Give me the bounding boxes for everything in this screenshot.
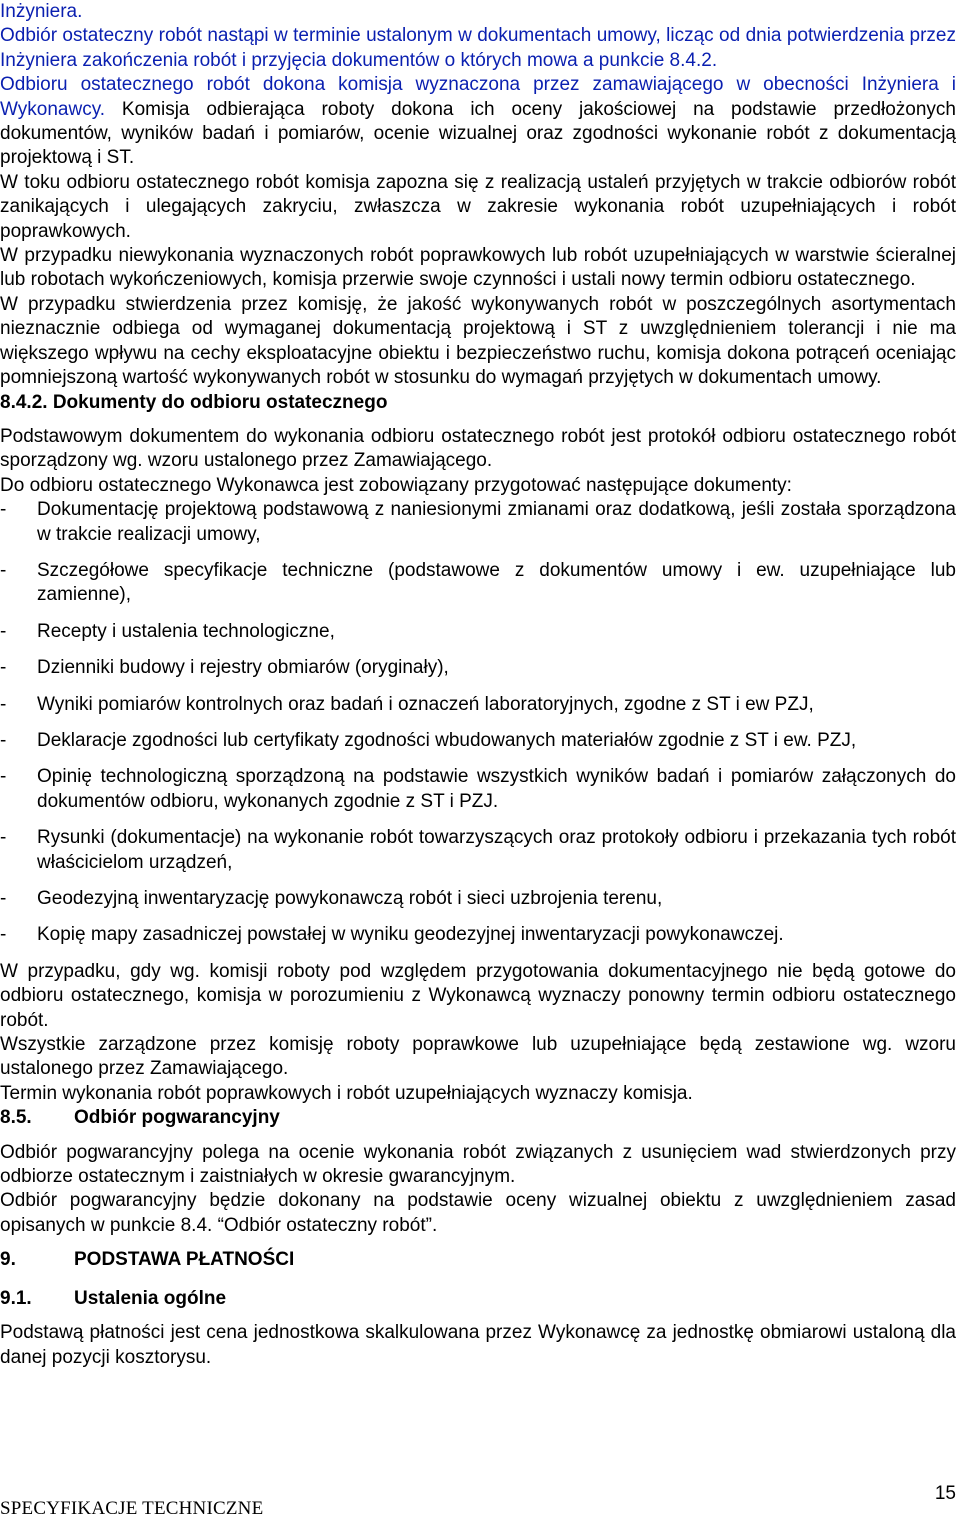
heading-8-4-2: 8.4.2. Dokumenty do odbioru ostatecznego (0, 391, 388, 413)
paragraph-pogwarancyjny-2: Odbiór pogwarancyjny będzie dokonany na podstawie oceny wizualnej obiektu z uwzględnieniem zasad opisanych w punkcie 8.4. “Odbiór ostateczny robót”. (0, 1190, 956, 1236)
paragraph-komisja (0, 73, 956, 171)
paragraph-w-toku: W toku odbioru ostatecznego robót komisja zapozna się z realizacją ustaleń przyjętych w trakcie odbiorów robót zanikających i ulegających zakryciu, zwłaszcza w zakresie wykonania robót uzupełniających i robót poprawkowych. (0, 171, 956, 242)
paragraph-stwierdzenia: W przypadku stwierdzenia przez komisję, że jakość wykonywanych robót w poszczególnych asortymentach nieznacznie odbiega od wymaganej dokumentacją projektową i ST z uwzględnieniem tolerancji i nie ma większego wpływu na cechy eksploatacyjne obiektu i bezpieczeństwo ruchu, komisja dokona potrąceń oceniając pomniejszoną wartość wykonywanych robót w stosunku do wymagań przyjętych w dokumentach umowy. (0, 293, 956, 389)
list-item: - Dokumentację projektową podstawową z naniesionymi zmianami oraz dodatkową, jeśli została sporządzona w trakcie realizacji umowy, (0, 499, 956, 545)
list-item: - Recepty i ustalenia technologiczne, (0, 620, 335, 642)
paragraph-niewykonania: W przypadku niewykonania wyznaczonych robót poprawkowych lub robót uzupełniających w warstwie ścieralnej lub robotach wykończeniowych, komisja przerwie swoje czynności i ustali nowy termin odbioru ostatecznego. (0, 245, 956, 291)
list-item: - Opinię technologiczną sporządzoną na podstawie wszystkich wyników badań i pomiarów załączonych do dokumentów odbioru, wykonanych zgodnie z ST i PZJ. (0, 766, 956, 812)
blue-highlighted-block (0, 0, 956, 73)
paragraph-komisja-blue: Odbioru ostatecznego robót dokona komisja wyznaczona przez zamawiającego w obecności Inżyniera i Wykonawcy. (0, 74, 956, 120)
paragraph-komisja-black: Komisja odbierająca roboty dokona ich oceny jakościowej na podstawie przedłożonych dokumentów, wyników badań i pomiarów, ocenie wizualnej oraz zgodności wykonanie robót z dokumentacją projektową i ST. (0, 98, 956, 169)
heading-9-1: 9.1. Ustalenia ogólne (0, 1287, 227, 1309)
page-number: 15 (934, 1483, 956, 1504)
footer-title: SPECYFIKACJE TECHNICZNE (0, 1498, 264, 1519)
paragraph-pogwarancyjny-1: Odbiór pogwarancyjny polega na ocenie wykonania robót związanych z usunięciem wad stwierdzonych przy odbiorze ostatecznym i zaistniałych w okresie gwarancyjnym. (0, 1141, 956, 1188)
paragraph-odbior-ostateczny: Odbiór ostateczny robót nastąpi w terminie ustalonym w dokumentach umowy, licząc od dnia potwierdzenia przez Inżyniera zakończenia robót i przyjęcia dokumentów o których mowa a punkcie 8.4.2. (0, 25, 956, 71)
paragraph-wszystkie: Wszystkie zarządzone przez komisję roboty poprawkowe lub uzupełniające będą zestawione wg. wzoru ustalonego przez Zamawiającego. (0, 1034, 956, 1080)
paragraph-termin: Termin wykonania robót poprawkowych i robót uzupełniających wyznaczy komisja. (0, 1082, 693, 1104)
heading-8-5: 8.5. Odbiór pogwarancyjny (0, 1107, 280, 1129)
list-item: - Szczegółowe specyfikacje techniczne (podstawowe z dokumentów umowy i ew. uzupełniające lub zamienne), (0, 559, 956, 606)
list-item: - Rysunki (dokumentacje) na wykonanie robót towarzyszących oraz protokoły odbioru i przekazania tych robót właścicielom urządzeń, (0, 827, 956, 873)
paragraph-gdy-wg-komisji: W przypadku, gdy wg. komisji roboty pod względem przygotowania dokumentacyjnego nie będą gotowe do odbioru ostatecznego, komisja w porozumieniu z Wykonawcą wyznaczy ponowny termin odbioru ostatecznego robót. (0, 960, 956, 1031)
paragraph-podstawowym: Podstawowym dokumentem do wykonania odbioru ostatecznego robót jest protokół odbioru ostatecznego robót sporządzony wg. wzoru ustalonego przez Zamawiającego. (0, 425, 956, 472)
list-item: - Geodezyjną inwentaryzację powykonawczą robót i sieci uzbrojenia terenu, (0, 888, 663, 909)
list-item: - Kopię mapy zasadniczej powstałej w wyniku geodezyjnej inwentaryzacji powykonawczej. (0, 924, 784, 946)
paragraph-inzyniera: Inżyniera. (0, 1, 83, 22)
list-item: - Dzienniki budowy i rejestry obmiarów (oryginały), (0, 657, 449, 679)
documents-list (0, 498, 956, 948)
paragraph-podstawa-platnosci: Podstawą płatności jest cena jednostkowa skalkulowana przez Wykonawcę za jednostkę obmiarowi ustaloną dla danej pozycji kosztorysu. (0, 1322, 956, 1368)
list-item: - Wyniki pomiarów kontrolnych oraz badań i oznaczeń laboratoryjnych, zgodne z ST i ew PZJ, (0, 693, 814, 715)
heading-9: 9. PODSTAWA PŁATNOŚCI (0, 1249, 295, 1271)
paragraph-do-odbioru: Do odbioru ostatecznego Wykonawca jest zobowiązany przygotować następujące dokumenty: (0, 474, 792, 496)
list-item: - Deklaracje zgodności lub certyfikaty zgodności wbudowanych materiałów zgodnie z ST i ew. PZJ, (0, 729, 857, 751)
